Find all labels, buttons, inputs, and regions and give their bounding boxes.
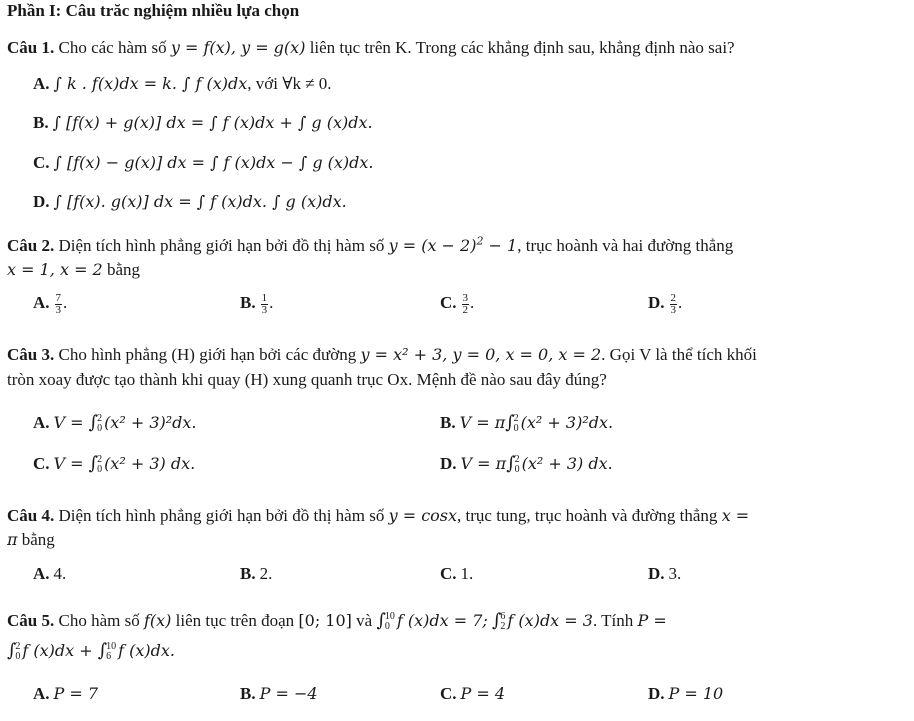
integral-lower: 2 <box>500 621 506 633</box>
fraction-numerator: 2 <box>670 291 677 304</box>
question-4-math-2: π <box>7 530 18 549</box>
question-1-math: y = f(x), y = g(x) <box>170 38 306 57</box>
integral-icon: ∫ <box>7 640 17 661</box>
integral-lower: 0 <box>97 423 103 435</box>
integral-icon: ∫ <box>88 412 99 433</box>
question-4-option-c[interactable] <box>440 563 473 585</box>
option-pi: π <box>494 413 506 432</box>
option-text: 2. <box>259 564 273 583</box>
fraction-denominator: 2 <box>462 303 469 316</box>
option-fraction <box>462 293 470 316</box>
option-body: (x² + 3) dx. <box>521 454 613 473</box>
question-3-option-b[interactable] <box>440 412 613 434</box>
question-2-stem <box>7 235 733 257</box>
option-label: B. <box>240 293 256 312</box>
option-text: P = 4 <box>460 684 506 703</box>
integral-upper: 6 <box>500 611 506 623</box>
option-text: P = 10 <box>668 684 724 703</box>
question-5-option-d[interactable] <box>648 683 723 705</box>
integral-upper: 10 <box>384 611 395 623</box>
question-3-label: Câu 3. <box>7 345 55 364</box>
integral-upper: 2 <box>514 454 520 466</box>
question-2-option-b[interactable]: B. $\frac{1}{3}$ . <box>240 291 274 316</box>
question-3-option-a[interactable] <box>33 412 197 434</box>
integral-icon: ∫ <box>505 412 515 433</box>
question-5-label: Câu 5. <box>7 611 55 630</box>
option-label: A. <box>33 564 50 583</box>
integral-icon: ∫ <box>97 640 108 661</box>
question-3-option-d[interactable] <box>440 453 613 475</box>
question-5-f: f(x) <box>143 611 172 630</box>
question-1-option-a[interactable] <box>33 73 332 95</box>
question-4-text: Diện tích hình phẳng giới hạn bởi đồ thị hàm số <box>58 506 389 525</box>
question-5-l2-int2: f (x)dx. <box>118 641 176 660</box>
option-lhs: V = <box>459 413 495 432</box>
integral-lower: 0 <box>514 464 520 476</box>
fraction-denominator: 3 <box>670 303 677 316</box>
question-5-l2-int1: f (x)dx + <box>22 641 98 660</box>
fraction-numerator: 7 <box>55 291 62 304</box>
question-5-stem-line2 <box>7 640 175 662</box>
integral-lower: 0 <box>97 464 103 476</box>
fraction-numerator: 1 <box>261 291 268 304</box>
question-5-int2: f (x)dx = 3 <box>507 611 593 630</box>
question-1-option-b[interactable] <box>33 112 373 134</box>
question-4-stem <box>7 505 749 527</box>
option-body: (x² + 3)²dx. <box>104 413 197 432</box>
question-3-text-tail: . Gọi V là thể tích khối <box>601 345 757 364</box>
question-5-and: và <box>351 611 377 630</box>
option-label: A. <box>33 684 50 703</box>
question-4-math-end: x = <box>721 506 750 525</box>
option-label: A. <box>33 74 50 93</box>
question-2-math-base: y = (x − 2) <box>388 236 477 255</box>
question-1-option-d[interactable] <box>33 191 347 213</box>
question-2-text: Diện tích hình phẳng giới hạn bởi đồ thị hàm số <box>58 236 389 255</box>
question-4-option-b[interactable] <box>240 563 272 585</box>
option-label: D. <box>648 564 665 583</box>
question-3-math: y = x² + 3, y = 0, x = 0, x = 2 <box>360 345 602 364</box>
integral-limits <box>106 642 116 662</box>
question-5-P: P = <box>637 611 667 630</box>
option-math: ∫ [f(x). g(x)] dx = ∫ f (x)dx. ∫ g (x)dx. <box>53 192 347 211</box>
question-4-text-2: bằng <box>17 530 55 549</box>
integral-limits <box>97 414 102 434</box>
option-label: C. <box>440 564 457 583</box>
option-fraction <box>670 293 678 316</box>
option-label: D. <box>440 454 457 473</box>
question-5-int1: f (x)dx = 7; <box>396 611 488 630</box>
integral-upper: 10 <box>106 641 117 653</box>
question-4-text-tail: , trục tung, trục hoành và đường thẳng <box>457 506 722 525</box>
question-3-stem <box>7 344 757 366</box>
option-lhs: V = <box>460 454 496 473</box>
option-text: 4. <box>53 564 67 583</box>
question-5-option-b[interactable] <box>240 683 318 705</box>
option-lhs: V = <box>53 454 89 473</box>
option-label: B. <box>240 684 256 703</box>
integral-upper: 2 <box>15 641 21 653</box>
option-label: C. <box>440 293 457 312</box>
question-2-option-a[interactable]: A. $\frac{7}{3}$ . <box>33 291 68 316</box>
question-4-option-a[interactable] <box>33 563 66 585</box>
question-3-option-c[interactable] <box>33 453 195 475</box>
fraction-denominator: 3 <box>55 303 62 316</box>
question-5-option-a[interactable] <box>33 683 98 705</box>
option-fraction <box>261 293 269 316</box>
question-2-text-tail: , trục hoành và hai đường thẳng <box>517 236 734 255</box>
option-math: ∫ [f(x) − g(x)] dx = ∫ f (x)dx − ∫ g (x)dx. <box>53 153 374 172</box>
question-2-text-2: bằng <box>102 260 141 279</box>
option-pi: π <box>495 454 507 473</box>
integral-icon: ∫ <box>88 453 99 474</box>
option-body: (x² + 3)²dx. <box>520 413 614 432</box>
option-label: B. <box>33 113 49 132</box>
option-label: C. <box>440 684 457 703</box>
question-2-label: Câu 2. <box>7 236 55 255</box>
integral-limits <box>500 612 505 632</box>
question-3-text: Cho hình phẳng (H) giới hạn bởi các đường <box>58 345 361 364</box>
option-label: B. <box>440 413 456 432</box>
question-2-math-2: x = 1, x = 2 <box>7 260 103 279</box>
option-label: D. <box>648 684 665 703</box>
question-4-stem-line2 <box>7 529 55 551</box>
question-1-text-b: liên tục trên K. Trong các khẳng định sau, khẳng định nào sai? <box>305 38 735 57</box>
integral-limits <box>514 414 519 434</box>
integral-limits <box>515 455 520 475</box>
question-5-stem <box>7 610 667 632</box>
integral-icon: ∫ <box>492 610 502 631</box>
question-2-math-sup: 2 <box>476 234 484 248</box>
question-2-option-c[interactable]: C. $\frac{3}{2}$ . <box>440 291 475 316</box>
question-4-label: Câu 4. <box>7 506 55 525</box>
option-body: (x² + 3) dx. <box>104 454 196 473</box>
integral-lower: 0 <box>15 651 21 663</box>
question-1-label: Câu 1. <box>7 38 55 57</box>
integral-upper: 2 <box>97 413 103 425</box>
question-2-option-d[interactable]: D. $\frac{2}{3}$ . <box>648 291 683 316</box>
integral-icon: ∫ <box>376 610 386 631</box>
option-label: B. <box>240 564 256 583</box>
question-5-option-c[interactable] <box>440 683 505 705</box>
option-label: C. <box>33 153 50 172</box>
integral-lower: 0 <box>513 423 519 435</box>
integral-limits <box>15 642 20 662</box>
option-label: A. <box>33 413 50 432</box>
integral-upper: 2 <box>513 413 519 425</box>
option-text: 3. <box>668 564 682 583</box>
option-label: C. <box>33 454 50 473</box>
question-2-stem-line2 <box>7 259 140 281</box>
option-text: P = −4 <box>259 684 318 703</box>
option-text: P = 7 <box>53 684 99 703</box>
integral-lower: 6 <box>106 651 112 663</box>
question-1-option-c[interactable] <box>33 152 374 174</box>
question-5-mid: liên tục trên đoạn <box>171 611 299 630</box>
option-label: D. <box>648 293 665 312</box>
fraction-denominator: 3 <box>261 303 268 316</box>
question-1-stem <box>7 37 735 59</box>
question-5-interval: [0; 10] <box>298 611 352 630</box>
option-text: 1. <box>460 564 474 583</box>
integral-lower: 0 <box>384 621 390 633</box>
option-math: ∫ [f(x) + g(x)] dx = ∫ f (x)dx + ∫ g (x)dx. <box>52 113 373 132</box>
option-fraction <box>55 293 63 316</box>
option-math: ∫ k . f(x)dx = k. ∫ f (x)dx <box>53 74 248 93</box>
integral-icon: ∫ <box>506 453 516 474</box>
question-3-stem-line2: tròn xoay được tạo thành khi quay (H) xung quanh trục Ox. Mệnh đề nào sau đây đúng? <box>7 370 607 389</box>
question-2-math-tail: − 1 <box>483 236 518 255</box>
fraction-numerator: 3 <box>462 291 469 304</box>
question-5-text: Cho hàm số <box>58 611 144 630</box>
integral-upper: 2 <box>97 454 103 466</box>
section-title: Phần I: Câu trăc nghiệm nhiều lựa chọn <box>7 1 300 20</box>
option-label: D. <box>33 192 50 211</box>
option-label: A. <box>33 293 50 312</box>
question-5-tail: . Tính <box>592 611 638 630</box>
question-1-text-a: Cho các hàm số <box>58 38 171 57</box>
question-2-math <box>389 236 518 255</box>
integral-limits <box>97 455 102 475</box>
integral-limits <box>385 612 395 632</box>
question-4-option-d[interactable] <box>648 563 681 585</box>
option-lhs: V = <box>53 413 89 432</box>
question-4-math: y = cosx <box>388 506 458 525</box>
option-suffix: , với ∀k ≠ 0. <box>247 74 332 93</box>
